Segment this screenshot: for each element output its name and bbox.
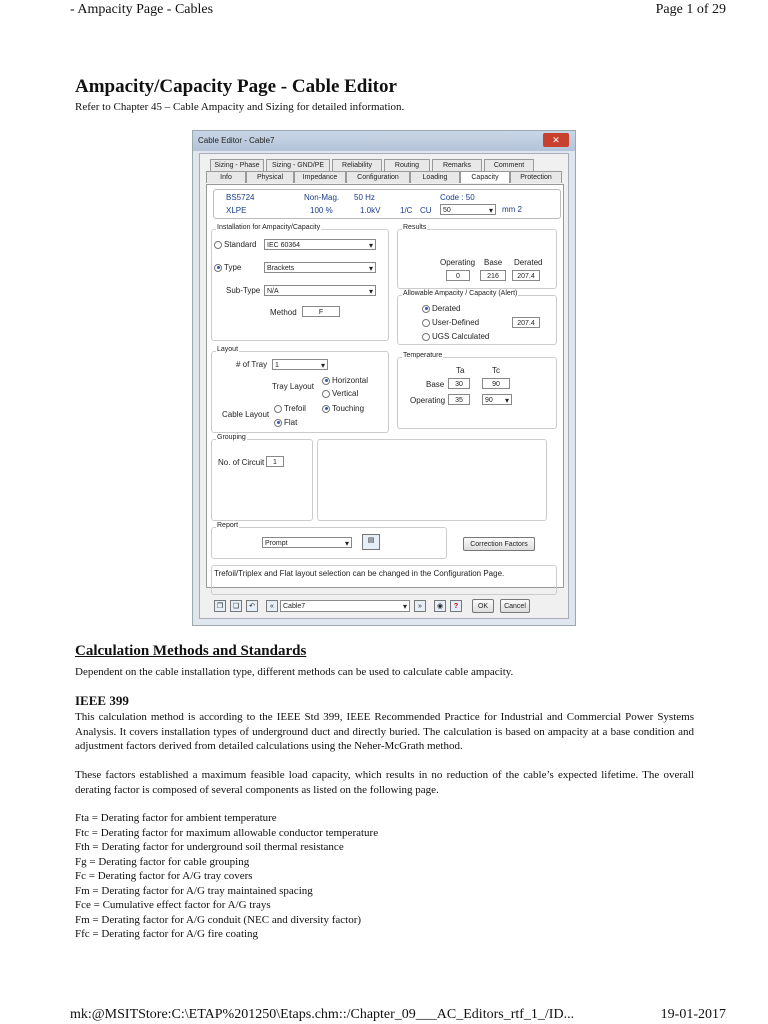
radio-icon [274,405,282,413]
results-operating-value: 0 [446,270,470,281]
section-title: Calculation Methods and Standards [75,643,307,659]
info-freq: 50 Hz [354,193,375,202]
standard-radio[interactable] [214,240,256,249]
layout-group [211,346,389,433]
correction-factors-button[interactable]: Correction Factors [463,537,535,551]
grouping-label: Grouping [217,434,246,441]
trefoil-radio-label: Trefoil [284,404,306,413]
tab-remarks[interactable]: Remarks [432,159,482,171]
dialog-titlebar [193,131,575,151]
temp-ta-label: Ta [456,366,465,375]
size-select[interactable]: 50 ▾ [440,204,496,215]
next-icon[interactable]: » [414,600,426,612]
temp-operating-label: Operating [410,396,446,405]
vertical-radio-label: Vertical [332,389,359,398]
page-header-title: - Ampacity Page - Cables [70,2,214,17]
temperature-label: Temperature [403,352,443,359]
tray-count-label: # of Tray [236,360,268,369]
tab-strip [206,159,564,185]
info-mag: Non-Mag. [304,193,340,202]
help-icon[interactable]: ? [450,600,462,612]
touching-radio[interactable] [322,404,364,413]
report-label: Report [217,522,239,529]
note-text: Trefoil/Triplex and Flat layout selection can be changed in the Configuration Page. [214,569,505,578]
tab-reliability[interactable]: Reliability [332,159,382,171]
trefoil-radio[interactable] [274,404,306,413]
tab-comment[interactable]: Comment [484,159,534,171]
size-unit: mm 2 [502,205,522,214]
radio-icon [422,333,430,341]
temperature-group [397,352,557,429]
info-insulation: XLPE [226,206,247,215]
footer-path: mk:@MSITStore:C:\ETAP%201250\Etaps.chm::/Chapter_09___AC_Editors_rtf_1_/ID... [70,1007,575,1022]
allowable-label: Allowable Ampacity / Capacity (Alert) [403,290,518,297]
tab-impedance[interactable]: Impedance [294,171,346,183]
horizontal-radio[interactable] [322,376,368,385]
subtype-select[interactable]: N/A ▾ [264,285,376,296]
info-conductor: CU [420,206,432,215]
temp-base-label: Base [426,380,445,389]
tab-sizing-gnd[interactable]: Sizing - GND/PE [266,159,330,171]
user-defined-radio-label: User-Defined [432,318,480,327]
radio-selected-icon [274,419,282,427]
ugs-radio-label: UGS Calculated [432,332,490,341]
ieee-paragraph-1: This calculation method is according to the IEEE Std 399, IEEE Recommended Practice for Industrial and Commercial Power Systems Analysis. It covers installation types of underground duct and directly buried. The calculation is based on ampacity at a base condition and adjustment factors derived from detailed calculations using the Neher-McGrath method. [75,711,694,752]
paste-icon[interactable]: ❏ [230,600,242,612]
list-item: Fg = Derating factor for cable grouping [75,855,250,868]
info-code: Code : 50 [440,193,475,202]
flat-radio[interactable] [274,418,297,427]
list-item: Fc = Derating factor for A/G tray covers [75,870,253,882]
ieee-paragraph-2: These factors established a maximum feasible load capacity, which results in no reduction of the cable’s expected lifetime. The overall derating factor is composed of several components as listed on the following page. [75,769,694,796]
standard-radio-label: Standard [224,240,257,249]
factor-list [75,811,378,942]
operating-ta-field[interactable]: 35 [448,394,470,405]
radio-icon [214,241,222,249]
type-select[interactable]: Brackets ▾ [264,262,376,273]
base-tc-field[interactable]: 90 [482,378,510,389]
list-item: Fta = Derating factor for ambient temperature [75,812,277,824]
capacity-panel [206,184,564,588]
info-pct: 100 % [310,206,333,215]
report-print-icon[interactable]: ▤ [362,534,380,550]
previous-icon[interactable]: « [266,600,278,612]
info-kv: 1.0kV [360,206,381,215]
circuit-count-field[interactable]: 1 [266,456,284,467]
results-base-value: 216 [480,270,506,281]
info-standard: BS5724 [226,193,255,202]
tab-protection[interactable]: Protection [510,171,562,183]
info-phase: 1/C [400,206,413,215]
list-item: Fm = Derating factor for A/G conduit (NEC and diversity factor) [75,913,362,926]
radio-icon [422,319,430,327]
report-group [211,522,447,559]
results-col-derated: Derated [514,258,543,267]
binoculars-icon[interactable]: ◉ [434,600,446,612]
user-defined-field[interactable]: 207.4 [512,317,540,328]
note-box [211,565,557,595]
tray-count-select[interactable]: 1 ▾ [272,359,328,370]
cable-info-box [213,189,561,219]
subtype-label: Sub-Type [226,286,261,295]
ieee-title: IEEE 399 [75,693,129,708]
results-derated-value: 207.4 [512,270,540,281]
section-intro: Dependent on the cable installation type, different methods can be used to calculate cable ampacity. [75,666,514,678]
operating-tc-select[interactable]: 90 ▾ [482,394,512,405]
method-label: Method [270,308,297,317]
derated-radio-label: Derated [432,304,461,313]
radio-selected-icon [214,264,222,272]
cable-select[interactable]: Cable7 ▾ [280,600,410,612]
list-item: Fth = Derating factor for underground soil thermal resistance [75,841,344,853]
cancel-button[interactable]: Cancel [500,599,530,613]
standard-select[interactable]: IEC 60364 ▾ [264,239,376,250]
results-label: Results [403,224,427,231]
layout-label: Layout [217,346,239,353]
page-number: Page 1 of 29 [655,2,726,17]
list-item: Ftc = Derating factor for maximum allowable conductor temperature [75,826,379,839]
cable-layout-label: Cable Layout [222,410,270,419]
tab-loading[interactable]: Loading [410,171,460,183]
tab-capacity[interactable]: Capacity [460,171,510,183]
footer-date: 19-01-2017 [660,1007,726,1022]
results-col-base: Base [484,258,503,267]
report-select[interactable]: Prompt ▾ [262,537,352,548]
cable-editor-dialog [192,130,576,626]
tab-sizing-phase[interactable]: Sizing - Phase [210,159,264,171]
tab-configuration[interactable]: Configuration [346,171,410,183]
tab-physical[interactable]: Physical [246,171,294,183]
radio-icon [322,390,330,398]
copy-icon[interactable]: ❐ [214,600,226,612]
results-group [397,224,557,289]
allowable-group [397,290,557,345]
page-title: Ampacity/Capacity Page - Cable Editor [75,76,397,97]
base-ta-field[interactable]: 30 [448,378,470,389]
list-item: Fm = Derating factor for A/G tray maintained spacing [75,884,313,897]
radio-selected-icon [322,405,330,413]
vertical-radio[interactable] [322,389,358,398]
grouping-group [211,434,313,521]
radio-selected-icon [322,377,330,385]
ugs-radio[interactable] [422,332,489,341]
horizontal-radio-label: Horizontal [332,376,369,385]
undo-icon[interactable]: ↶ [246,600,258,612]
installation-label: Installation for Ampacity/Capacity [217,224,321,231]
installation-group [211,224,389,341]
list-item: Ffc = Derating factor for A/G fire coating [75,928,259,940]
results-col-operating: Operating [440,258,476,267]
tab-routing[interactable]: Routing [384,159,430,171]
dialog-title: Cable Editor - Cable7 [198,136,275,145]
tray-layout-label: Tray Layout [272,382,314,391]
touching-radio-label: Touching [332,404,365,413]
tab-info[interactable]: Info [206,171,246,183]
type-radio-label: Type [224,263,242,272]
temp-tc-label: Tc [492,366,500,375]
close-icon[interactable]: ✕ [543,133,569,147]
intro-text: Refer to Chapter 45 – Cable Ampacity and Sizing for detailed information. [75,101,405,113]
method-field[interactable]: F [302,306,340,317]
flat-radio-label: Flat [284,418,298,427]
grouping-detail-box [317,439,547,521]
ok-button[interactable]: OK [472,599,494,613]
list-item: Fce = Cumulative effect factor for A/G trays [75,899,271,911]
user-defined-radio[interactable] [422,318,479,327]
dialog-body [199,153,569,619]
circuit-count-label: No. of Circuit [218,458,265,467]
radio-selected-icon [422,305,430,313]
type-radio[interactable] [214,263,241,272]
derated-radio[interactable] [422,304,460,313]
